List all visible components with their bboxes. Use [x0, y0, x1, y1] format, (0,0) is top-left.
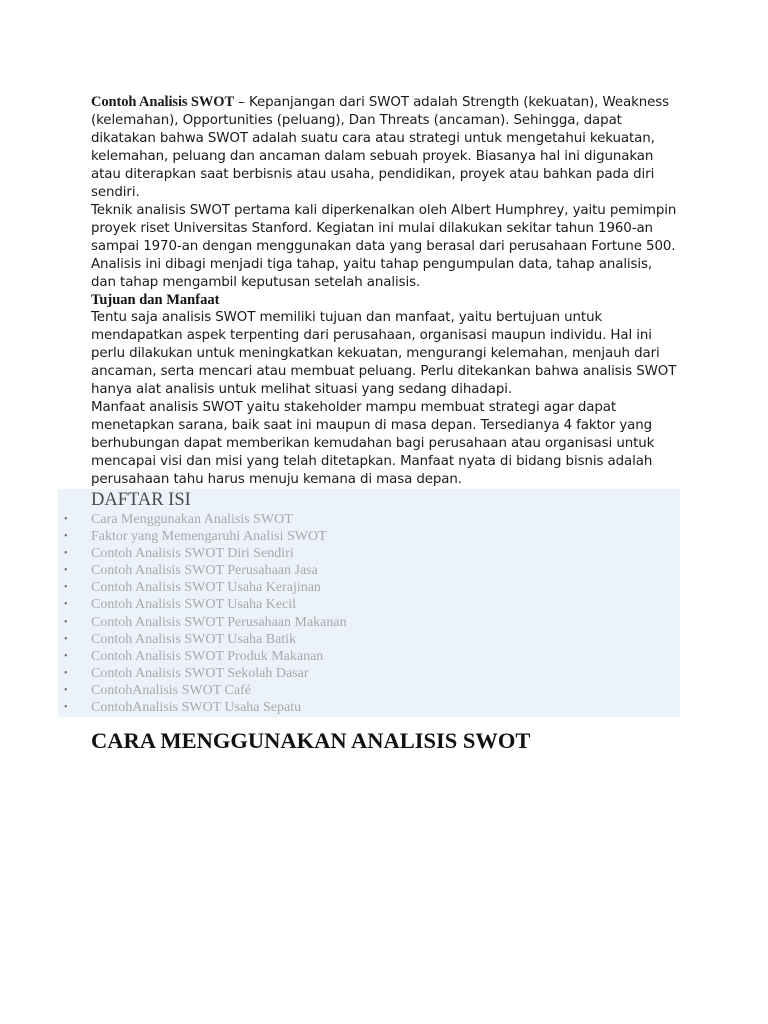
intro-lead: Contoh Analisis SWOT — [91, 94, 235, 110]
purpose-paragraph: Tentu saja analisis SWOT memiliki tujuan dan manfaat, yaitu bertujuan untuk mendapatkan aspek terpenting dari perusahaan, organisasi maupun individu. Hal ini perlu dilakukan untuk meningkatkan kekuatan, mengurangi kelemahan, menjauh dari ancaman, serta mencari atau membuat peluang. Perlu ditekankan bahwa analisis SWOT hanya alat analisis untuk melihat situasi yang sedang dihadapi. — [91, 310, 677, 397]
bullet-icon: • — [64, 599, 68, 611]
table-of-contents — [58, 489, 680, 717]
toc-link[interactable]: Contoh Analisis SWOT Perusahaan Jasa — [91, 563, 318, 579]
toc-link[interactable]: Contoh Analisis SWOT Sekolah Dasar — [91, 665, 309, 681]
intro-paragraph — [91, 93, 681, 202]
bullet-icon: • — [64, 531, 68, 543]
section-heading: Tujuan dan Manfaat — [91, 292, 220, 308]
bullet-icon: • — [64, 616, 68, 628]
bullet-icon: • — [64, 548, 68, 560]
intro-text: – Kepanjangan dari SWOT adalah Strength (kekuatan), Weakness (kelemahan), Opportunities (peluang), Dan Threats (ancaman). Sehingga, dapat dikatakan bahwa SWOT adalah suatu cara atau strategi untuk mengetahui kekuatan, kelemahan, peluang dan ancaman dalam sebuah proyek. Biasanya hal ini digunakan atau diterapkan saat berbisnis atau usaha, pendidikan, proyek atau bahkan pada diri sendiri. — [91, 95, 670, 200]
toc-link[interactable]: ContohAnalisis SWOT Café — [91, 682, 251, 698]
toc-link[interactable]: Cara Menggunakan Analisis SWOT — [91, 512, 293, 527]
toc-link[interactable]: Contoh Analisis SWOT Produk Makanan — [91, 648, 324, 664]
article-body — [91, 93, 681, 489]
toc-link[interactable]: Contoh Analisis SWOT Usaha Kecil — [91, 597, 297, 613]
bullet-icon: • — [64, 565, 68, 577]
bullet-icon: • — [64, 633, 68, 645]
bullet-icon: • — [64, 702, 68, 714]
history-paragraph: Teknik analisis SWOT pertama kali diperkenalkan oleh Albert Humphrey, yaitu pemimpin proyek riset Universitas Stanford. Kegiatan ini mulai dilakukan sekitar tahun 1960-an sampai 1970-an dengan menggunakan data yang berasal dari perusahaan Fortune 500. Analisis ini dibagi menjadi tiga tahap, yaitu tahap pengumpulan data, tahap analisis, dan tahap mengambil keputusan setelah analisis. — [91, 203, 677, 290]
toc-title: DAFTAR ISI — [91, 490, 191, 510]
toc-link[interactable]: Contoh Analisis SWOT Usaha Kerajinan — [91, 580, 321, 596]
toc-link[interactable]: ContohAnalisis SWOT Usaha Sepatu — [91, 700, 302, 716]
bullet-icon: • — [64, 514, 68, 525]
bullet-icon: • — [64, 667, 68, 679]
benefit-paragraph: Manfaat analisis SWOT yaitu stakeholder mampu membuat strategi agar dapat menetapkan sarana, baik saat ini maupun di masa depan. Tersedianya 4 faktor yang berhubungan dapat memberikan kemudahan bagi perusahaan atau organisasi untuk mencapai visi dan misi yang telah ditetapkan. Manfaat nyata di bidang bisnis adalah perusahaan tahu harus menuju kemana di masa depan. — [91, 400, 655, 487]
bullet-icon: • — [64, 582, 68, 594]
toc-link[interactable]: Contoh Analisis SWOT Usaha Batik — [91, 631, 297, 647]
bullet-icon: • — [64, 650, 68, 662]
toc-link[interactable]: Contoh Analisis SWOT Diri Sendiri — [91, 546, 294, 562]
bullet-icon: • — [64, 684, 68, 696]
toc-link[interactable]: Contoh Analisis SWOT Perusahaan Makanan — [91, 614, 347, 630]
main-heading: CARA MENGGUNAKAN ANALISIS SWOT — [91, 728, 531, 753]
toc-link[interactable]: Faktor yang Memengaruhi Analisi SWOT — [91, 529, 327, 545]
